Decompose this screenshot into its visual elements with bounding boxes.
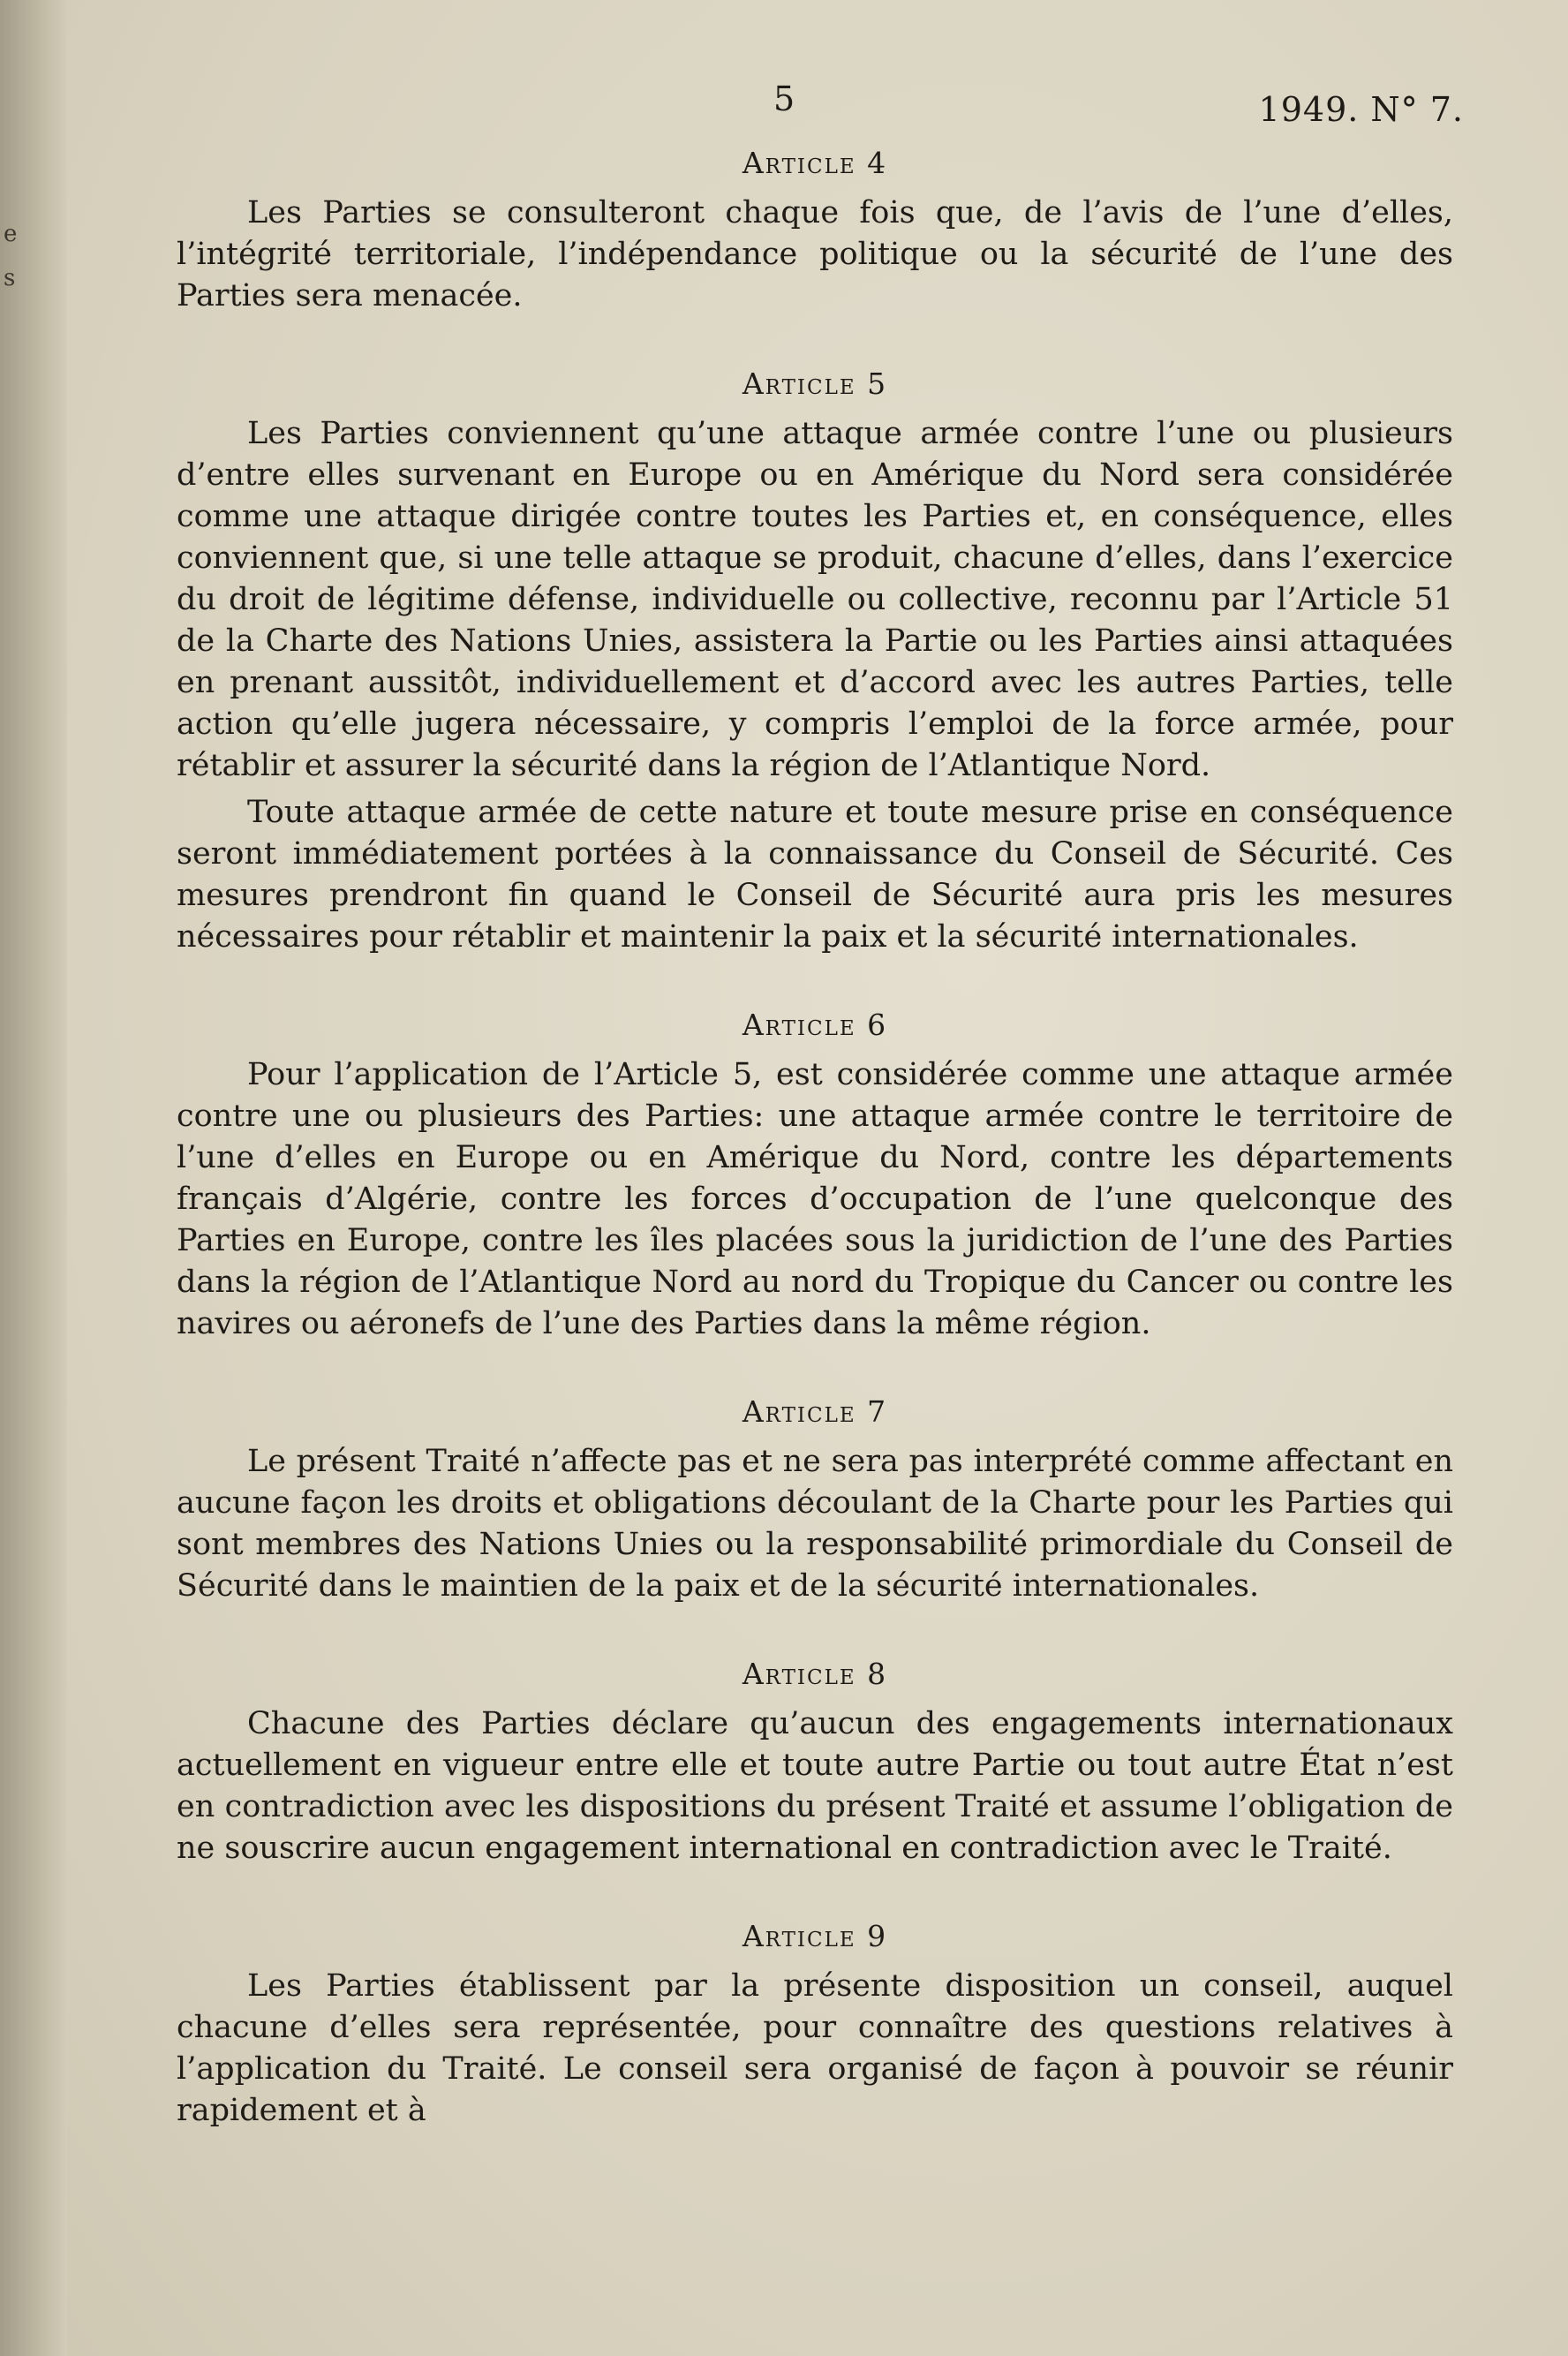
article-6 — [177, 1008, 1453, 1345]
article-7 — [177, 1394, 1453, 1607]
book-binding-edge — [0, 0, 69, 2356]
article-paragraph: Pour l’application de l’Article 5, est considérée comme une attaque armée contre une ou plusieurs des Parties: une attaque armée contre le territoire de l’une d’elles en Europe ou en Amérique du Nord, contre les départements français d’Algérie, contre les forces d’occupation de l’une quelconque des Parties en Europe, contre les îles placées sous la juridiction de l’une des Parties dans la région de l’Atlantique Nord au nord du Tropique du Cancer ou contre les navires ou aéronefs de l’une des Parties dans la même région. — [177, 1057, 1453, 1341]
article-paragraph: Les Parties se consulteront chaque fois que, de l’avis de l’une d’elles, l’intégrité territoriale, l’indépendance politique ou la sécurité de l’une des Parties sera menacée. — [177, 195, 1453, 313]
article-8 — [177, 1657, 1453, 1869]
article-paragraph: Les Parties conviennent qu’une attaque armée contre l’une ou plusieurs d’entre elles survenant en Europe ou en Amérique du Nord sera considérée comme une attaque dirigée contre toutes les Parties et, en conséquence, elles conviennent que, si une telle attaque se produit, chacune d’elles, dans l’exercice du droit de légitime défense, individuelle ou collective, reconnu par l’Article 51 de la Charte des Nations Unies, assistera la Partie ou les Parties ainsi attaquées en prenant aussitôt, individuellement et d’accord avec les autres Parties, telle action qu’elle jugera nécessaire, y compris l’emploi de la force armée, pour rétablir et assurer la sécurité dans la région de l’Atlantique Nord. — [177, 416, 1453, 783]
article-5 — [177, 366, 1453, 958]
page-header — [67, 79, 1568, 132]
article-9 — [177, 1919, 1453, 2132]
article-paragraph: Chacune des Parties déclare qu’aucun des engagements internationaux actuellement en vigueur entre elle et toute autre Partie ou tout autre État n’est en contradiction avec les dispositions du présent Traité et assume l’obligation de ne souscrire aucun engagement international en contradiction avec le Traité. — [177, 1706, 1453, 1866]
article-4 — [177, 146, 1453, 317]
left-edge-mark: e — [4, 221, 18, 247]
article-title: Article 5 — [742, 366, 888, 401]
document-reference: 1949. N° 7. — [1258, 90, 1464, 129]
article-title: Article 6 — [742, 1008, 888, 1042]
article-paragraph: Le présent Traité n’affecte pas et ne sera pas interprété comme affectant en aucune façon les droits et obligations découlant de la Charte pour les Parties qui sont membres des Nations Unies ou la responsabilité primordiale du Conseil de Sécurité dans le maintien de la paix et de la sécurité internationales. — [177, 1444, 1453, 1604]
article-title: Article 4 — [742, 146, 888, 180]
page-number: 5 — [773, 79, 795, 118]
article-title: Article 9 — [742, 1919, 888, 1953]
article-paragraph: Les Parties établissent par la présente disposition un conseil, auquel chacune d’elles sera représentée, pour connaître des questions relatives à l’application du Traité. Le conseil sera organisé de façon à pouvoir se réunir rapidement et à — [177, 1968, 1453, 2128]
left-edge-mark: s — [4, 265, 16, 291]
article-paragraph: Toute attaque armée de cette nature et toute mesure prise en conséquence seront immédiatement portées à la connaissance du Conseil de Sécurité. Ces mesures prendront fin quand le Conseil de Sécurité aura pris les mesures nécessaires pour rétablir et maintenir la paix et la sécurité internationales. — [177, 795, 1453, 955]
document-body — [177, 146, 1453, 2181]
article-title: Article 7 — [742, 1394, 888, 1429]
article-title: Article 8 — [742, 1657, 888, 1691]
